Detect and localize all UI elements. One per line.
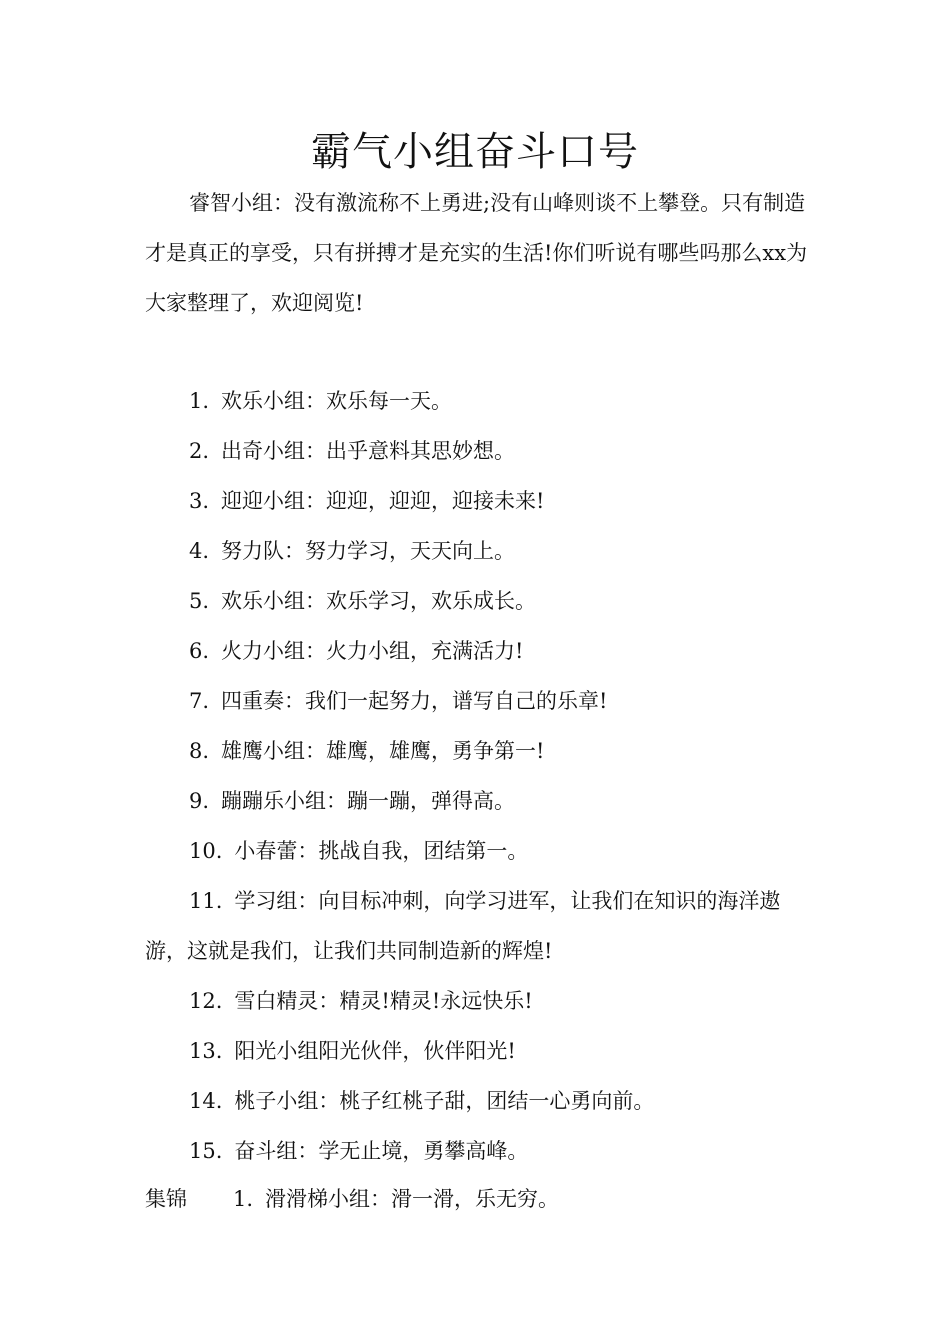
- slogan-item: [145, 476, 810, 526]
- slogan-item-text: 四重奏：我们一起努力，谱写自己的乐章!: [221, 689, 608, 713]
- slogan-item: [145, 676, 810, 726]
- slogan-item-text: 蹦蹦乐小组：蹦一蹦，弹得高。: [221, 789, 516, 813]
- slogan-item-number: 9.: [189, 789, 210, 813]
- slogan-item: [145, 776, 810, 826]
- slogan-item-text: 桃子小组：桃子红桃子甜，团结一心勇向前。: [234, 1089, 655, 1113]
- slogan-item-number: 13.: [189, 1039, 223, 1063]
- slogan-item-text: 欢乐小组：欢乐每一天。: [221, 389, 453, 413]
- slogan-item-text: 火力小组：火力小组，充满活力!: [221, 639, 524, 663]
- slogan-item-number: 1.: [189, 389, 210, 413]
- slogan-item-text: 出奇小组：出乎意料其思妙想。: [221, 439, 516, 463]
- slogan-item-text: 奋斗组：学无止境，勇攀高峰。: [234, 1139, 529, 1163]
- slogan-item-number: 14.: [189, 1089, 223, 1113]
- slogan-item: [145, 1126, 810, 1176]
- slogan-item: [145, 1076, 810, 1126]
- slogan-item-text: 阳光小组阳光伙伴，伙伴阳光!: [234, 1039, 516, 1063]
- slogan-item-number: 8.: [189, 739, 210, 763]
- slogan-item-number: 10.: [189, 839, 223, 863]
- slogan-item: [145, 1026, 810, 1076]
- slogan-item-number: 12.: [189, 989, 223, 1013]
- collection-tag: 集锦: [145, 1187, 187, 1211]
- slogan-item: [145, 626, 810, 676]
- intro-paragraph: 睿智小组：没有激流称不上勇进;没有山峰则谈不上攀登。只有制造才是真正的享受，只有拼搏才是充实的生活!你们听说有哪些吗那么xx为大家整理了，欢迎阅览!: [145, 191, 808, 315]
- slogan-item-number: 2.: [189, 439, 210, 463]
- slogan-item-text: 学习组：向目标冲刺，向学习进军，让我们在知识的海洋遨游，这就是我们，让我们共同制造新的辉煌!: [145, 889, 781, 963]
- slogan-item: [145, 976, 810, 1026]
- slogan-item-number: 15.: [189, 1139, 223, 1163]
- slogan-item-text: 雪白精灵：精灵!精灵!永远快乐!: [234, 989, 533, 1013]
- collection-item-number: 1.: [233, 1187, 254, 1211]
- slogan-item-number: 11.: [189, 889, 223, 913]
- collection-line: [145, 1174, 810, 1224]
- slogan-item-text: 迎迎小组：迎迎，迎迎，迎接未来!: [221, 489, 545, 513]
- slogan-item-number: 4.: [189, 539, 210, 563]
- slogan-item: [145, 576, 810, 626]
- slogan-item-number: 3.: [189, 489, 210, 513]
- document-title: 霸气小组奋斗口号: [311, 129, 639, 175]
- slogan-item-text: 雄鹰小组：雄鹰，雄鹰，勇争第一!: [221, 739, 545, 763]
- slogan-item-text: 努力队：努力学习，天天向上。: [221, 539, 516, 563]
- slogan-item-number: 5.: [189, 589, 210, 613]
- slogan-item-text: 小春蕾：挑战自我，团结第一。: [234, 839, 529, 863]
- slogan-item: [145, 376, 810, 426]
- slogan-item: [145, 826, 810, 876]
- slogan-item-number: 6.: [189, 639, 210, 663]
- slogan-item: [145, 726, 810, 776]
- slogan-item: [145, 876, 810, 976]
- slogan-item: [145, 426, 810, 476]
- collection-item-text: 滑滑梯小组：滑一滑，乐无穷。: [265, 1187, 560, 1211]
- slogan-item-text: 欢乐小组：欢乐学习，欢乐成长。: [221, 589, 537, 613]
- slogan-list: [145, 376, 810, 1176]
- slogan-item-number: 7.: [189, 689, 210, 713]
- slogan-item: [145, 526, 810, 576]
